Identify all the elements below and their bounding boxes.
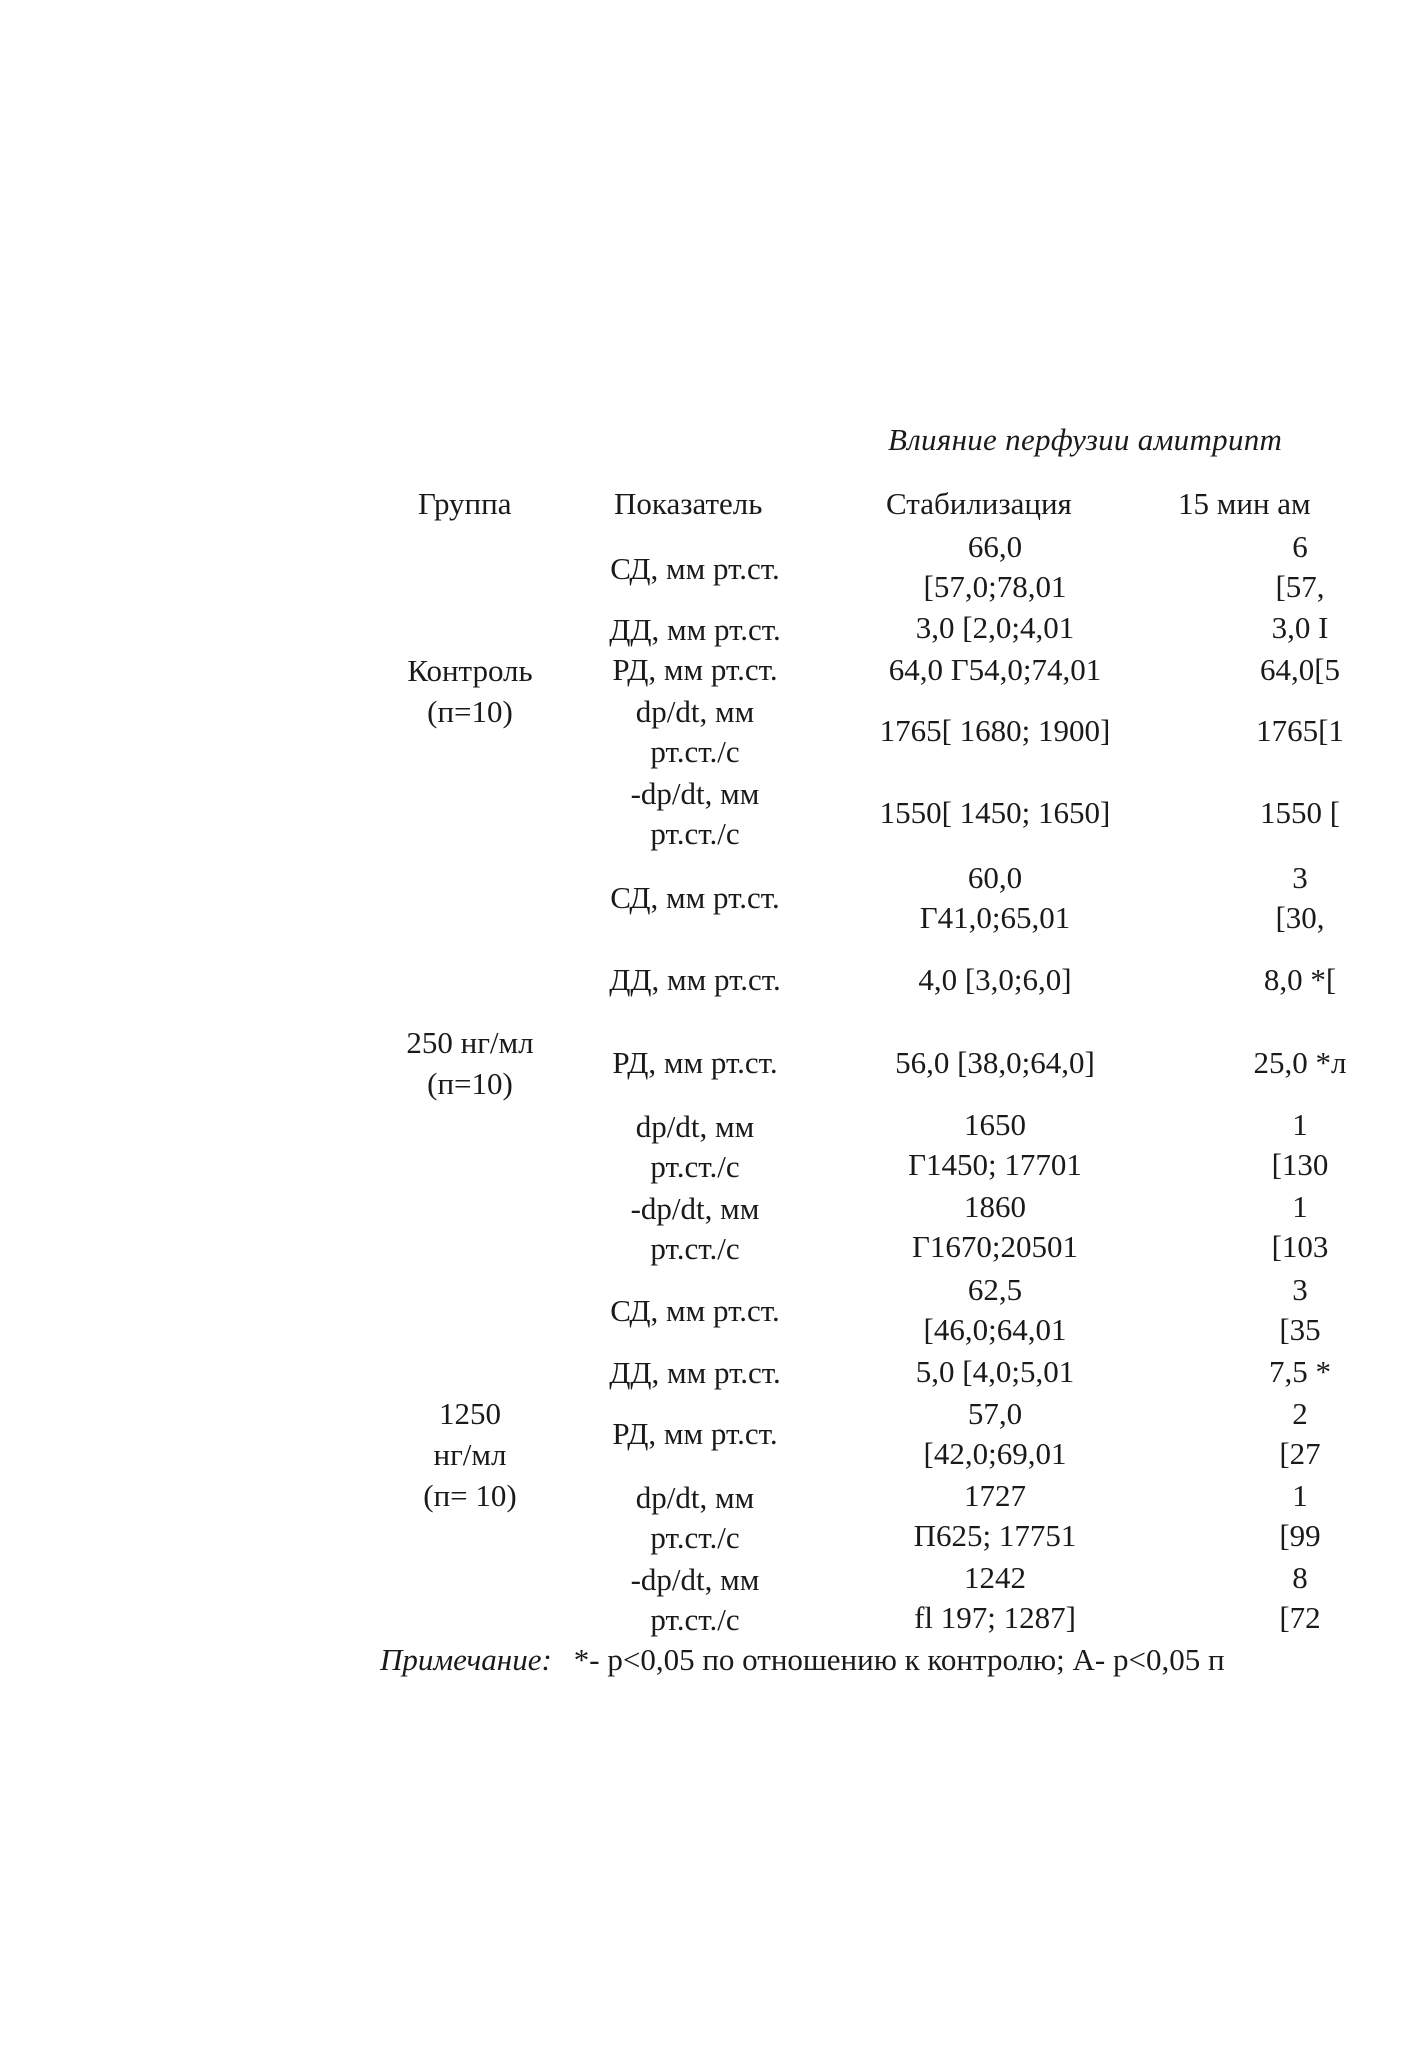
- param-cell: [570, 1043, 820, 1083]
- ami-cell: [1180, 1394, 1420, 1474]
- ami-line: 7,5 *: [1269, 1354, 1331, 1389]
- stab-line: 64,0 Г54,0;74,01: [888, 652, 1102, 687]
- header-param: Показатель: [614, 486, 763, 521]
- ami-line: 1550 [: [1259, 795, 1341, 830]
- stab-line: 1765[ 1680; 1900]: [879, 713, 1111, 748]
- stab-cell: [850, 960, 1140, 1000]
- stab-line: 5,0 [4,0;5,01: [915, 1354, 1075, 1389]
- group-label-line: 250 нг/мл: [406, 1025, 534, 1060]
- stab-cell: [850, 1187, 1140, 1267]
- param-line: рт.ст./с: [650, 1149, 740, 1184]
- param-line: рт.ст./с: [650, 1602, 740, 1637]
- stab-cell: [850, 1558, 1140, 1638]
- param-cell: [570, 650, 820, 690]
- param-cell: [570, 960, 820, 1000]
- param-line: РД, мм рт.ст.: [612, 1045, 778, 1080]
- param-line: рт.ст./с: [650, 1520, 740, 1555]
- ami-line: 3,0 I: [1271, 610, 1329, 645]
- group-label-line: (п=10): [427, 1066, 513, 1101]
- ami-cell: [1180, 608, 1420, 648]
- stab-line: fl 197; 1287]: [914, 1600, 1076, 1635]
- stab-cell: [850, 608, 1140, 648]
- stab-line: 66,0: [967, 529, 1023, 564]
- stab-line: [42,0;69,01: [923, 1436, 1067, 1471]
- stab-cell: [850, 1105, 1140, 1185]
- stab-line: 1860: [964, 1189, 1026, 1224]
- table-footnote: [380, 1642, 1225, 1678]
- group-label-line: нг/мл: [433, 1437, 507, 1472]
- ami-line: 1765[1: [1256, 713, 1344, 748]
- stab-cell: [850, 1476, 1140, 1556]
- stab-cell: [850, 1394, 1140, 1474]
- param-cell: [570, 549, 820, 589]
- param-line: РД, мм рт.ст.: [612, 652, 778, 687]
- stab-line: 3,0 [2,0;4,01: [915, 610, 1075, 645]
- group-label-line: Контроль: [407, 653, 533, 688]
- ami-cell: [1180, 650, 1420, 690]
- ami-line: 1: [1292, 1107, 1308, 1142]
- param-line: рт.ст./с: [650, 734, 740, 769]
- stab-cell: [850, 858, 1140, 938]
- ami-line: 3: [1292, 1272, 1308, 1307]
- param-line: -dp/dt, мм: [630, 1562, 760, 1597]
- ami-line: [72: [1279, 1600, 1321, 1635]
- group-label-1250: [380, 1393, 560, 1516]
- ami-line: [30,: [1275, 900, 1325, 935]
- ami-cell: [1180, 1476, 1420, 1556]
- header-group: Группа: [418, 486, 512, 521]
- stab-cell: [850, 1043, 1140, 1083]
- header-15min: 15 мин ам: [1178, 486, 1311, 521]
- stab-cell: [850, 1352, 1140, 1392]
- ami-cell: [1180, 1043, 1420, 1083]
- table-caption: Влияние перфузии амитрипт: [888, 422, 1283, 457]
- param-line: СД, мм рт.ст.: [610, 551, 780, 586]
- stab-line: [46,0;64,01: [923, 1312, 1067, 1347]
- param-cell: [570, 1107, 820, 1187]
- param-line: ДД, мм рт.ст.: [609, 1355, 781, 1390]
- ami-line: [99: [1279, 1518, 1321, 1553]
- ami-cell: [1180, 858, 1420, 938]
- group-label-line: 1250: [439, 1396, 501, 1431]
- group-label-control: [380, 650, 560, 732]
- param-cell: [570, 692, 820, 772]
- param-cell: [570, 774, 820, 854]
- ami-line: 64,0[5: [1259, 652, 1341, 687]
- stab-cell: [850, 793, 1140, 833]
- stab-line: 4,0 [3,0;6,0]: [918, 962, 1072, 997]
- footnote-label: Примечание:: [380, 1642, 552, 1677]
- ami-line: 1: [1292, 1478, 1308, 1513]
- param-line: -dp/dt, мм: [630, 776, 760, 811]
- group-label-line: (п=10): [427, 694, 513, 729]
- stab-line: 60,0: [967, 860, 1023, 895]
- ami-line: 25,0 *л: [1253, 1045, 1347, 1080]
- ami-cell: [1180, 1352, 1420, 1392]
- param-cell: [570, 878, 820, 918]
- stab-line: 1650: [964, 1107, 1026, 1142]
- param-cell: [570, 1414, 820, 1454]
- stab-line: 1727: [964, 1478, 1026, 1513]
- ami-line: [103: [1271, 1229, 1329, 1264]
- ami-line: [57,: [1275, 569, 1325, 604]
- stab-line: 1550[ 1450; 1650]: [879, 795, 1111, 830]
- stab-line: 1242: [964, 1560, 1026, 1595]
- stab-line: П625; 17751: [913, 1518, 1077, 1553]
- ami-line: [27: [1279, 1436, 1321, 1471]
- param-cell: [570, 1560, 820, 1640]
- param-line: РД, мм рт.ст.: [612, 1416, 778, 1451]
- param-line: рт.ст./с: [650, 816, 740, 851]
- stab-line: 62,5: [967, 1272, 1023, 1307]
- param-cell: [570, 1291, 820, 1331]
- ami-cell: [1180, 793, 1420, 833]
- ami-cell: [1180, 711, 1420, 751]
- ami-cell: [1180, 1270, 1420, 1350]
- param-line: СД, мм рт.ст.: [610, 1293, 780, 1328]
- param-line: ДД, мм рт.ст.: [609, 612, 781, 647]
- ami-line: 3: [1292, 860, 1308, 895]
- ami-line: 1: [1292, 1189, 1308, 1224]
- group-label-line: (п= 10): [423, 1478, 517, 1513]
- stab-line: 56,0 [38,0;64,0]: [895, 1045, 1095, 1080]
- param-cell: [570, 1189, 820, 1269]
- param-cell: [570, 610, 820, 650]
- param-line: -dp/dt, мм: [630, 1191, 760, 1226]
- param-cell: [570, 1353, 820, 1393]
- param-line: dp/dt, мм: [635, 1109, 755, 1144]
- ami-cell: [1180, 527, 1420, 607]
- stab-cell: [850, 527, 1140, 607]
- footnote-text: *- р<0,05 по отношению к контролю; А- р<0,05 п: [573, 1642, 1225, 1677]
- header-stabilization: Стабилизация: [886, 486, 1072, 521]
- stab-line: Г1450; 17701: [908, 1147, 1082, 1182]
- ami-line: [35: [1279, 1312, 1321, 1347]
- ami-line: 6: [1292, 529, 1308, 564]
- ami-line: 8: [1292, 1560, 1308, 1595]
- ami-line: [130: [1271, 1147, 1329, 1182]
- group-label-250: [380, 1022, 560, 1104]
- param-line: рт.ст./с: [650, 1231, 740, 1266]
- ami-line: 2: [1292, 1396, 1308, 1431]
- ami-line: 8,0 *[: [1263, 962, 1337, 997]
- param-line: СД, мм рт.ст.: [610, 880, 780, 915]
- stab-cell: [850, 711, 1140, 751]
- stab-line: Г1670;20501: [911, 1229, 1079, 1264]
- ami-cell: [1180, 960, 1420, 1000]
- param-line: ДД, мм рт.ст.: [609, 962, 781, 997]
- param-line: dp/dt, мм: [635, 694, 755, 729]
- param-cell: [570, 1478, 820, 1558]
- stab-line: [57,0;78,01: [923, 569, 1067, 604]
- param-line: dp/dt, мм: [635, 1480, 755, 1515]
- stab-cell: [850, 650, 1140, 690]
- ami-cell: [1180, 1105, 1420, 1185]
- stab-cell: [850, 1270, 1140, 1350]
- stab-line: 57,0: [967, 1396, 1023, 1431]
- ami-cell: [1180, 1558, 1420, 1638]
- stab-line: Г41,0;65,01: [919, 900, 1071, 935]
- ami-cell: [1180, 1187, 1420, 1267]
